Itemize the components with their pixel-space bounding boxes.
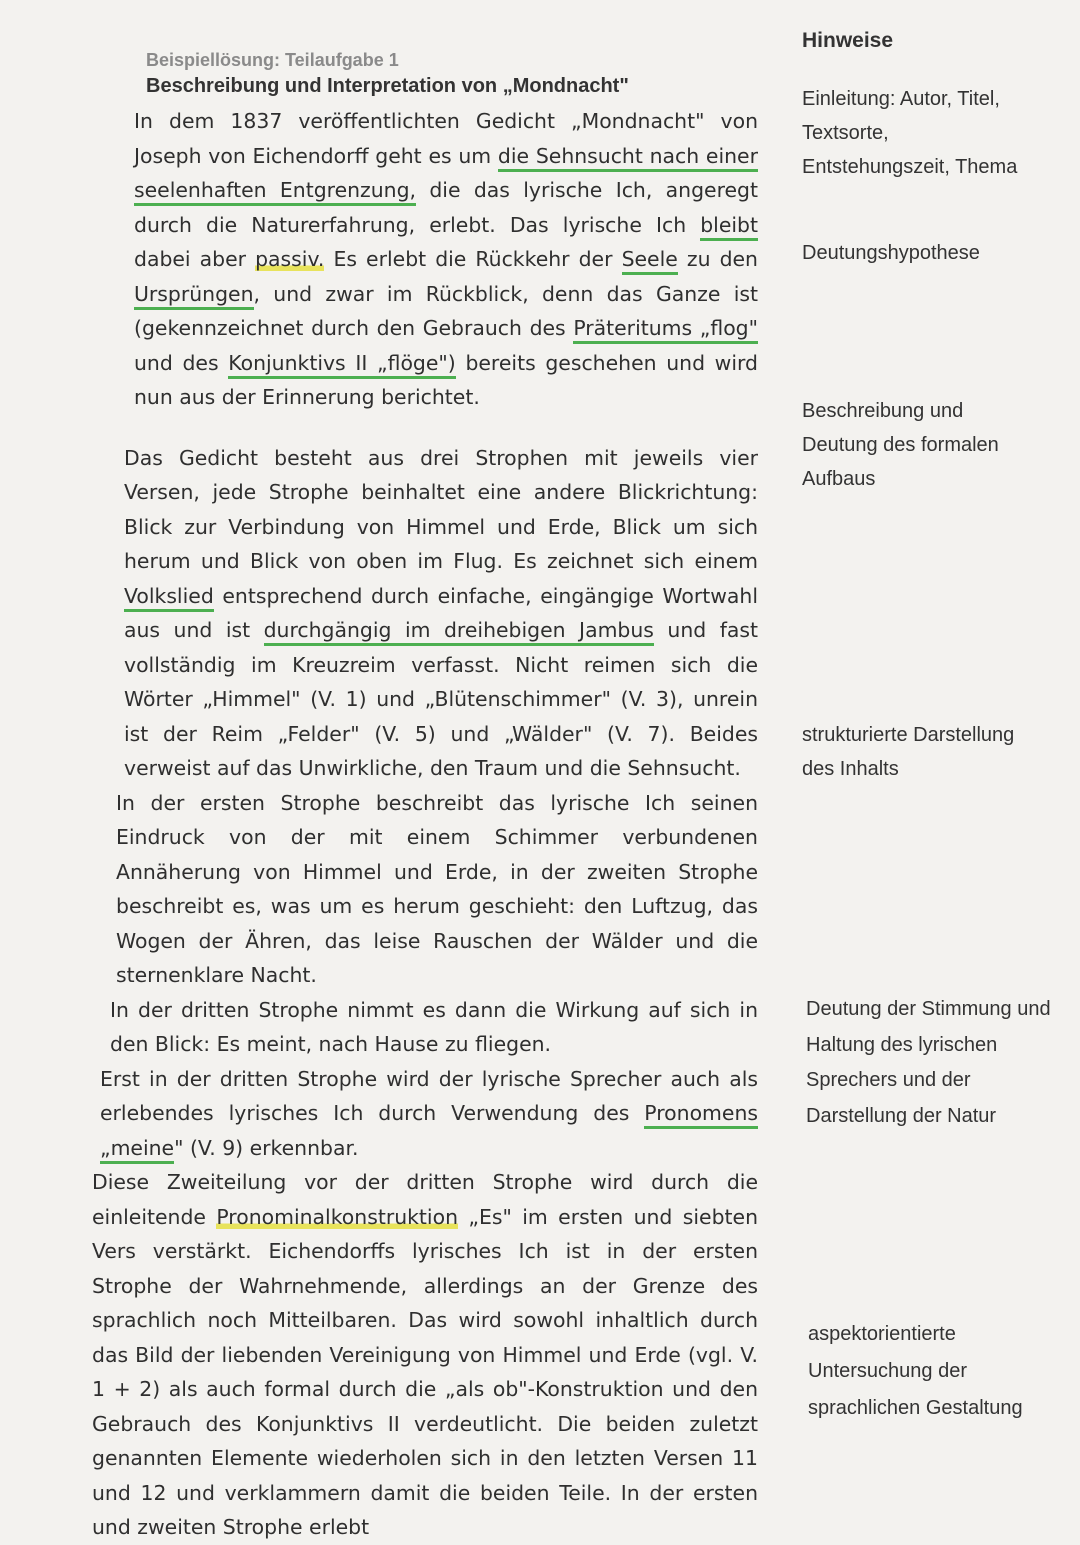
solution-text (92, 50, 758, 1545)
page-title: Beschreibung und Interpretation von „Mondnacht" (146, 75, 629, 97)
sidebar-title: Hinweise (802, 29, 894, 52)
paragraph-form: Das Gedicht besteht aus drei Strophen mit jeweils vier Versen, jede Strophe beinhaltet eine andere Blickrichtung: Blick zur Verbindung von Himmel und Erde, Blick um sich herum und Blick von oben im Flug. Es zeichnet sich einem Volkslied entsprechend durch einfache, eingängige Wortwahl aus und ist durchgängig im dreihebigen Jambus und fast vollständig im Kreuzreim verfasst. Nicht reimen sich die Wörter „Himmel" (V. 1) und „Blütenschimmer" (V. 3), unrein ist der Reim „Felder" (V. 5) und „Wälder" (V. 7). Beides verweist auf das Unwirkliche, den Traum und die Sehnsucht. (124, 445, 758, 780)
paragraph-language: Diese Zweiteilung vor der dritten Strophe wird durch die einleitende Pronominalkonstruktion „Es" im ersten und siebten Vers verstärkt. Eichendorffs lyrisches Ich ist in der ersten Strophe der Wahrnehmende, allerdings an der Grenze des sprachlich noch Mitteilbaren. Das wird sowohl inhaltlich durch das Bild der liebenden Vereinigung von Himmel und Erde (vgl. V. 1 + 2) als auch formal durch die „als ob"-Konstruktion und den Gebrauch des Konjunktivs II verdeutlicht. Die beiden zuletzt genannten Elemente wiederholen sich in den letzten Versen 11 und 12 und verklammern damit die beiden Teile. In der ersten und zweiten Strophe erlebt (92, 1170, 758, 1539)
highlight: passiv. (255, 247, 325, 271)
highlight: Konjunktivs II „flöge") (228, 351, 456, 379)
note-speaker: Deutung der Stimmung und Haltung des lyrischen Sprechers und der Darstellung der Natur (806, 998, 1051, 1127)
note-content: strukturierte Darstellung des Inhalts (802, 724, 1015, 780)
highlight: die Sehnsucht nach einer seelenhaften Entgrenzung, (134, 144, 758, 207)
kicker: Beispiellösung: Teilaufgabe 1 (146, 50, 399, 70)
paragraph-speaker: Erst in der dritten Strophe wird der lyrische Sprecher auch als erlebendes lyrisches Ich durch Verwendung des Pronomens „meine" (V. 9) erkennbar. (100, 1062, 758, 1166)
highlight: Präteritums „flog" (573, 316, 758, 344)
paragraph-content-2: In der dritten Strophe nimmt es dann die Wirkung auf sich in den Blick: Es meint, nach Hause zu fliegen. (110, 997, 758, 1056)
paragraph-intro: In dem 1837 veröffentlichten Gedicht „Mondnacht" von Joseph von Eichendorff geht es um die Sehnsucht nach einer seelenhaften Entgrenzung, die das lyrische Ich, angeregt durch die Naturerfahrung, erlebt. Das lyrische Ich bleibt dabei aber passiv. Es erlebt die Rückkehr der Seele zu den Ursprüngen, und zwar im Rückblick, denn das Ganze ist (gekennzeichnet durch den Gebrauch des Präteritums „flog" und des Konjunktivs II „flöge") bereits geschehen und wird nun aus der Erinnerung berichtet. (134, 109, 758, 409)
highlight: bleibt (700, 213, 758, 241)
highlight: Seele (622, 247, 678, 275)
highlight: Pronomens „meine (100, 1101, 758, 1164)
note-language: aspektorientierte Untersuchung der sprachlichen Gestaltung (808, 1323, 1023, 1419)
note-hypothesis: Deutungshypothese (802, 242, 980, 264)
paragraph-content-1: In der ersten Strophe beschreibt das lyrische Ich seinen Eindruck von der mit einem Schimmer verbundenen Annäherung von Himmel und Erde, in der zweiten Strophe beschreibt es, was um es herum geschieht: den Luftzug, das Wogen der Ähren, das leise Rauschen der Wälder und die sternenklare Nacht. (116, 790, 758, 987)
note-intro: Einleitung: Autor, Titel, Textsorte, Entstehungszeit, Thema (802, 88, 1018, 178)
highlight: Volkslied (124, 584, 214, 612)
note-form: Beschreibung und Deutung des formalen Aufbaus (802, 400, 999, 490)
highlight: Ursprüngen (134, 282, 254, 310)
highlight: Pronominalkonstruktion (216, 1204, 458, 1229)
highlight: durchgängig im dreihebigen Jambus (264, 618, 654, 646)
